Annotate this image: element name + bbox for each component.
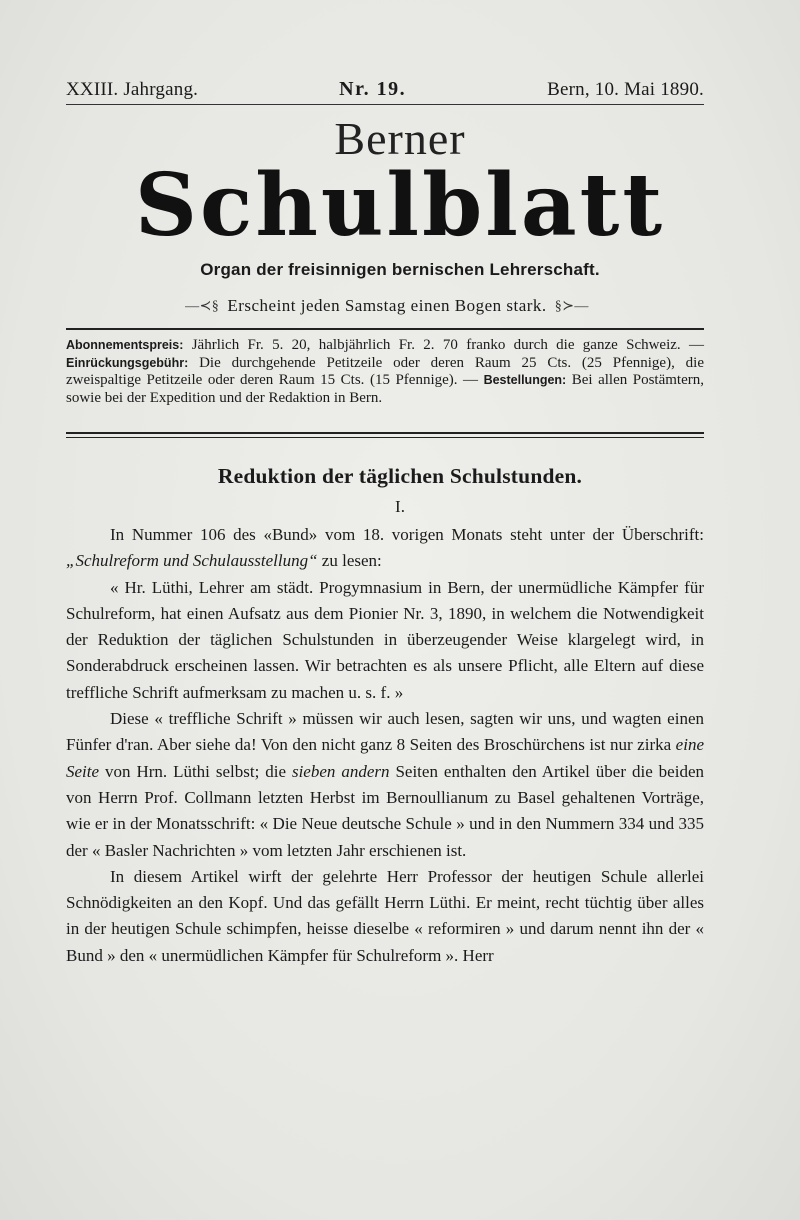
paragraph-4: In diesem Artikel wirft der gelehrte Herr Professor der heutigen Schule allerlei Schnödigkeiten an den Kopf. Und das gefällt Herrn Lüthi. Er meint, recht tüchtig über alles in der heutigen Schule schimpfen, heisse dieselbe « reformiren » und darum nennt ihn der « Bund » den « unermüdlichen Kämpfer für Schulreform ». Herr bbox=[66, 866, 704, 965]
paragraph-3-text-b: von Hrn. Lüthi selbst; die bbox=[99, 761, 292, 781]
subtitle: Organ der freisinnigen bernischen Lehrerschaft. bbox=[200, 260, 600, 279]
paragraph-1-text: In Nummer 106 des «Bund» vom 18. vorigen Monats steht unter der Überschrift: bbox=[110, 525, 704, 544]
title-berner: Berner bbox=[334, 113, 466, 164]
divider-rule bbox=[66, 328, 704, 330]
label-subscription-price: Abonnementspreis: bbox=[66, 338, 184, 352]
issue-date: Bern, 10. Mai 1890. bbox=[547, 79, 704, 100]
paragraph-1-end: zu lesen: bbox=[317, 551, 382, 571]
quoted-title: „Schulreform und Schulausstellung“ bbox=[66, 551, 318, 571]
masthead-topline bbox=[66, 78, 704, 101]
article-headline: Reduktion der täglichen Schulstunden. bbox=[217, 464, 583, 488]
double-rule bbox=[66, 432, 704, 438]
text-subscription-price: Jährlich Fr. 5. 20, halbjährlich Fr. 2. 70 franko durch die ganze Schweiz. — bbox=[183, 337, 704, 353]
label-orders: Bestellungen: bbox=[483, 373, 567, 388]
label-insertion-fee: Einrückungsgebühr: bbox=[66, 355, 189, 370]
volume-label: XXIII. Jahrgang. bbox=[66, 79, 199, 100]
tagline bbox=[74, 296, 700, 316]
text-orders: Bei allen Postämtern, sowie bei der Expedition und der Redaktion in Bern. bbox=[66, 372, 704, 406]
subscription-info bbox=[66, 337, 704, 407]
title-schulblatt: Schulblatt bbox=[134, 155, 666, 256]
masthead-rule bbox=[66, 104, 704, 105]
ornament-right-icon: §≻— bbox=[554, 298, 589, 314]
tagline-text: Erscheint jeden Samstag einen Bogen stark. bbox=[227, 296, 547, 315]
paragraph-3-text-a: Diese « treffliche Schrift » müssen wir auch lesen, sagten wir uns, und wagten einen Fünfer d'ran. Aber siehe da! Von den nicht ganz 8 Seiten des Broschürchens ist nur zirka bbox=[66, 709, 704, 755]
article-body bbox=[66, 522, 704, 969]
paragraph-3-text-c: Seiten enthalten den Artikel über die beiden von Herrn Prof. Collmann letzten Herbst im Bernoullianum zu Basel gehaltenen Vorträge, wie er in der Monatsschrift: « Die Neue deutsche Schule » und in den Nummern 334 und 335 der « Basler Nachrichten » vom letzten Jahr erschienen ist. bbox=[66, 761, 704, 860]
issue-number: Nr. 19. bbox=[339, 78, 407, 100]
paragraph-1 bbox=[66, 522, 704, 575]
paragraph-3 bbox=[66, 706, 704, 864]
ornament-left-icon: —≺§ bbox=[185, 298, 220, 314]
text-insertion-fee: Die durchgehende Petitzeile oder deren Raum 25 Cts. (25 Pfennige), die zweispaltige Petitzeile oder deren Raum 15 Cts. (15 Pfennige). — bbox=[66, 354, 704, 389]
section-number: I. bbox=[395, 497, 405, 516]
emphasis-eine-seite: eine Seite bbox=[66, 735, 704, 781]
emphasis-sieben-andern: sieben andern bbox=[291, 761, 390, 781]
paragraph-2: « Hr. Lüthi, Lehrer am städt. Progymnasium in Bern, der unermüdliche Kämpfer für Schulreform, hat einen Aufsatz aus dem Pionier Nr. 3, 1890, in welchem die Notwendigkeit der Reduktion der täglichen Schulstunden in überzeugender Weise klargelegt wird, in Sonderabdruck erscheinen lassen. Wir betrachten es als unsere Pflicht, alle Eltern auf diese treffliche Schrift aufmerksam zu machen u. s. f. » bbox=[66, 577, 704, 702]
